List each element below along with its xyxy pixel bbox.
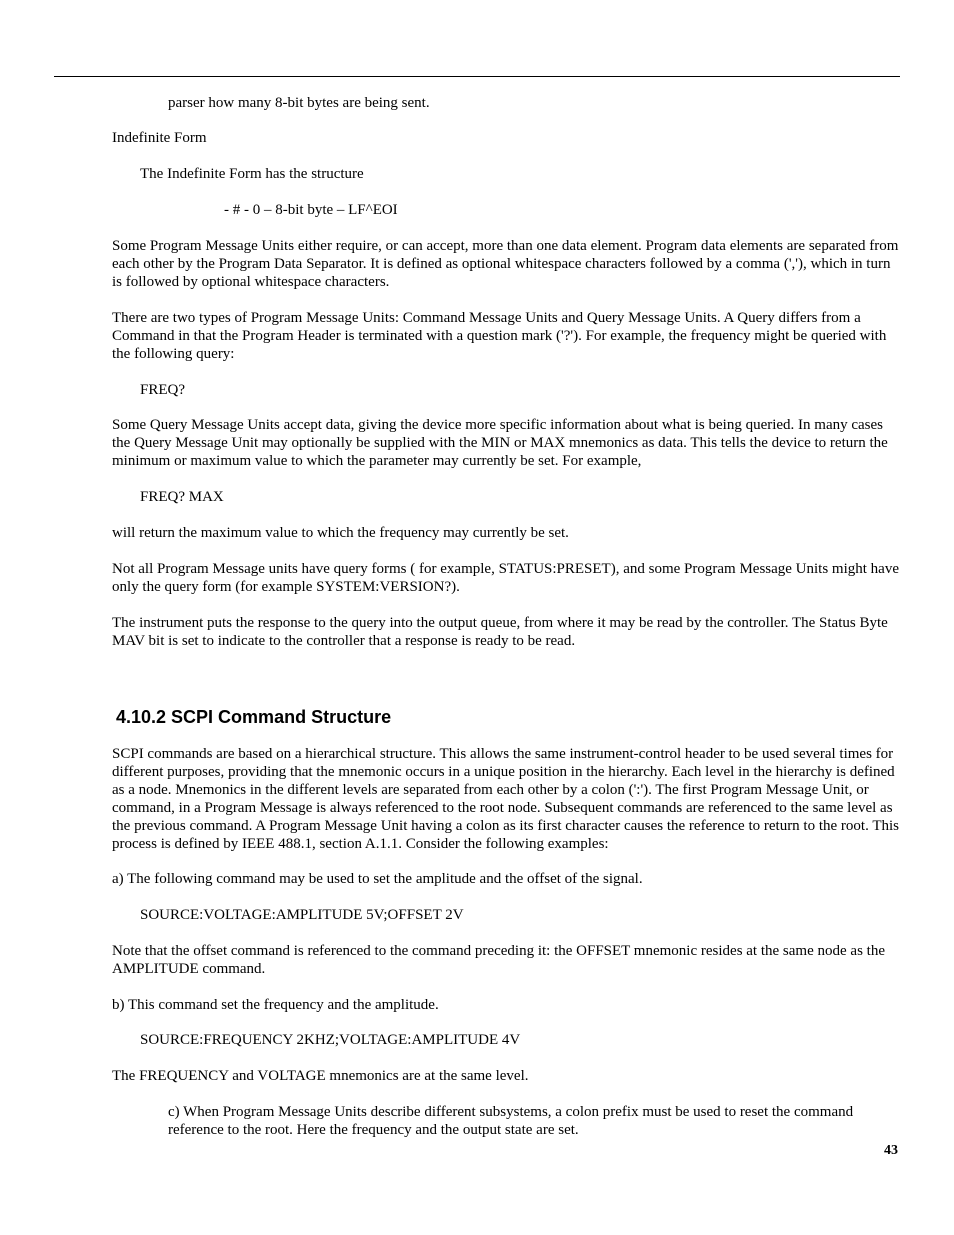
page-number: 43: [884, 1143, 898, 1158]
example-b-note: The FREQUENCY and VOLTAGE mnemonics are at the same level.: [112, 1068, 529, 1084]
example-freq-max: FREQ? MAX: [140, 489, 224, 505]
paragraph-max-return: will return the maximum value to which the frequency may currently be set.: [112, 525, 569, 541]
example-c-intro: c) When Program Message Units describe different subsystems, a colon prefix must be used to reset the command reference to the root. Here the frequency and the output state are set.: [168, 1104, 854, 1138]
example-b-intro: b) This command set the frequency and the amplitude.: [112, 997, 439, 1013]
indefinite-form-structure: - # - 0 – 8-bit byte – LF^EOI: [224, 202, 398, 218]
paragraph-message-unit-types: There are two types of Program Message Units: Command Message Units and Query Message Units. A Query differs from a Command in that the Program Header is terminated with a question mark ('?'). For example, the frequency might be queried with the following query:: [112, 310, 887, 362]
continuation-text: parser how many 8-bit bytes are being sent.: [168, 95, 430, 111]
section-heading: 4.10.2 SCPI Command Structure: [116, 707, 392, 727]
indefinite-form-title: Indefinite Form: [112, 130, 207, 146]
example-a-intro: a) The following command may be used to set the amplitude and the offset of the signal.: [112, 871, 643, 887]
header-rule: [54, 76, 900, 77]
paragraph-query-data: Some Query Message Units accept data, giving the device more specific information about what is being queried. In many cases the Query Message Unit may optionally be supplied with the MIN or MAX mnemonics as data. This tells the device to return the minimum or maximum value to which the parameter may currently be set. For example,: [112, 417, 888, 469]
paragraph-query-forms: Not all Program Message units have query forms ( for example, STATUS:PRESET), and some Program Message Units might have only the query form (for example SYSTEM:VERSION?).: [112, 561, 900, 595]
paragraph-data-separator: Some Program Message Units either require, or can accept, more than one data element. Program data elements are separated from each other by the Program Data Separator. It is defined as optional whitespace characters followed by a comma (','), which in turn is followed by optional whitespace characters.: [112, 238, 899, 290]
indefinite-form-intro: The Indefinite Form has the structure: [140, 166, 364, 182]
example-b-command: SOURCE:FREQUENCY 2KHZ;VOLTAGE:AMPLITUDE 4V: [140, 1032, 521, 1048]
example-a-note: Note that the offset command is referenced to the command preceding it: the OFFSET mnemonic resides at the same node as the AMPLITUDE command.: [112, 943, 885, 977]
paragraph-scpi-structure: SCPI commands are based on a hierarchical structure. This allows the same instrument-control header to be used several times for different purposes, providing that the mnemonic occurs in a unique position in the hierarchy. Each level in the hierarchy is defined as a node. Mnemonics in the different levels are separated from each other by a colon (':'). The first Program Message Unit, or command, in a Program Message is always referenced to the root node. Subsequent commands are referenced to the same level as the previous command. A Program Message Unit having a colon as its first character causes the reference to return to the root. This process is defined by IEEE 488.1, section A.1.1. Consider the following examples:: [112, 746, 899, 852]
example-a-command: SOURCE:VOLTAGE:AMPLITUDE 5V;OFFSET 2V: [140, 907, 464, 923]
paragraph-output-queue: The instrument puts the response to the query into the output queue, from where it may be read by the controller. The Status Byte MAV bit is set to indicate to the controller that a response is ready to be read.: [112, 615, 888, 649]
example-freq-query: FREQ?: [140, 382, 185, 398]
